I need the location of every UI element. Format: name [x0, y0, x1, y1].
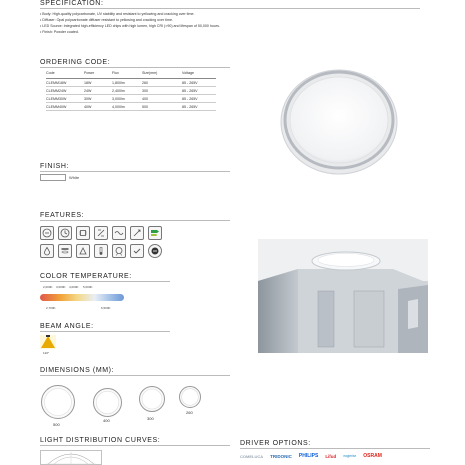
finish-swatch-white: [40, 174, 66, 181]
dimension-label-400: 400: [103, 418, 110, 423]
light-distribution-title: LIGHT DISTRIBUTION CURVES:: [40, 437, 161, 444]
color-temperature-rule: [40, 281, 170, 282]
cct-top-label-1: 2,000K: [43, 285, 53, 289]
cell-power: 18W: [84, 79, 112, 87]
ip-rating-icon: [40, 244, 54, 258]
dimmable-icon: [94, 226, 108, 240]
cell-flux: 2,400lm: [112, 87, 142, 95]
brand-philips: PHILIPS: [298, 453, 319, 459]
dimension-circle-500: [40, 384, 76, 420]
cell-code: CLEMM40W: [46, 103, 84, 111]
certification-icon: [130, 244, 144, 258]
beam-angle-value: 120°: [43, 351, 50, 355]
features-icons-row2: [40, 244, 162, 258]
cell-code: CLEMM30W: [46, 95, 84, 103]
cell-size: 300: [142, 87, 182, 95]
spec-finish: • Finish: Powder coated.: [40, 30, 79, 34]
brand-tridonic: TRIDONIC: [270, 453, 292, 459]
col-flux: Flux: [112, 71, 119, 75]
warranty-icon: [112, 244, 126, 258]
ordering-table: [46, 71, 216, 111]
color-temperature-gradient-bar: [40, 294, 124, 301]
cri-icon: [40, 226, 54, 240]
brand-comeluca: COMELUCA: [240, 453, 264, 459]
cell-size: 260: [142, 79, 182, 87]
recycle-icon: [148, 244, 162, 258]
table-row: [46, 95, 216, 103]
col-power: Power: [84, 71, 95, 75]
driver-options-title: DRIVER OPTIONS:: [240, 440, 311, 447]
light-distribution-diagram: [40, 450, 102, 465]
light-distribution-rule: [40, 445, 230, 446]
features-rule: [40, 220, 230, 221]
temperature-icon: [94, 244, 108, 258]
col-voltage: Voltage: [182, 71, 194, 75]
dimension-label-300: 300: [147, 416, 154, 421]
ordering-rule: [40, 67, 230, 68]
cell-power: 24W: [84, 87, 112, 95]
cell-flux: 4,000lm: [112, 103, 142, 111]
dimensions-title: DIMENSIONS (MM):: [40, 367, 115, 374]
driver-options-rule: [240, 448, 430, 449]
beam-angle-title: BEAM ANGLE:: [40, 323, 94, 330]
finish-rule: [40, 171, 230, 172]
cell-voltage: 85 - 265V: [182, 87, 216, 95]
dimension-circle-400: [92, 387, 123, 418]
specification-list: [40, 11, 220, 35]
cct-top-label-4: 5,000K: [83, 285, 93, 289]
table-row: [46, 103, 216, 111]
cct-top-label-2: 3,000K: [56, 285, 66, 289]
specification-title: SPECIFICATION:: [40, 0, 104, 7]
color-temperature-title: COLOR TEMPERATURE:: [40, 273, 132, 280]
features-title: FEATURES:: [40, 212, 85, 219]
brand-lifud: Lifud: [325, 453, 337, 459]
dimensions-rule: [40, 375, 230, 376]
table-row: [46, 79, 216, 87]
cell-power: 40W: [84, 103, 112, 111]
product-lamp-image: [278, 58, 400, 180]
energy-class-icon: [148, 226, 162, 240]
cct-bottom-label-1: 2,700K: [46, 306, 56, 310]
spec-diffuser: • Diffuser: Opal polycarbonate diffuser resistant to yellowing and cracking over time.: [40, 18, 173, 22]
dimension-circle-300: [138, 385, 166, 413]
brand-eaglerise: eaglerise: [343, 454, 357, 458]
cell-size: 400: [142, 95, 182, 103]
cell-voltage: 85 - 265V: [182, 79, 216, 87]
features-icons-row1: [40, 226, 162, 240]
col-size: Size(mm): [142, 71, 158, 75]
cct-bottom-label-2: 6,500K: [101, 306, 111, 310]
cell-code: CLEMM18W: [46, 79, 84, 87]
specification-rule: [40, 8, 420, 9]
brand-osram: OSRAM: [363, 453, 382, 459]
cell-power: 30W: [84, 95, 112, 103]
driver-brands-row: [240, 453, 382, 459]
ordering-title: ORDERING CODE:: [40, 59, 111, 66]
col-code: Code: [46, 71, 55, 75]
cell-voltage: 85 - 265V: [182, 95, 216, 103]
flicker-free-icon: [112, 226, 126, 240]
room-photo: [258, 239, 428, 353]
surface-mount-icon: [58, 244, 72, 258]
spec-led-source: • LED Source: Integrated high-efficiency LED chips with high lumen, high CRI (>90) and lifespan of 50,000 hours.: [40, 24, 220, 28]
beam-angle-icon: [40, 335, 56, 349]
cell-voltage: 85 - 265V: [182, 103, 216, 111]
table-row: [46, 87, 216, 95]
led-chip-icon: [76, 226, 90, 240]
finish-label: White: [69, 175, 80, 180]
dimension-label-500: 500: [53, 422, 60, 427]
installation-icon: [130, 226, 144, 240]
cell-flux: 1,800lm: [112, 79, 142, 87]
dimension-label-260: 260: [186, 410, 193, 415]
lifespan-icon: [58, 226, 72, 240]
finish-title: FINISH:: [40, 163, 70, 170]
cell-code: CLEMM24W: [46, 87, 84, 95]
ordering-header-row: [46, 71, 216, 79]
beam-icon: [76, 244, 90, 258]
beam-angle-rule: [40, 331, 170, 332]
spec-body: • Body: High-quality polycarbonate, UV stability and resistant to yellowing and cracking over time.: [40, 12, 195, 16]
dimension-circle-260: [178, 385, 202, 409]
cell-size: 500: [142, 103, 182, 111]
cell-flux: 3,000lm: [112, 95, 142, 103]
cct-top-label-3: 4,000K: [69, 285, 79, 289]
